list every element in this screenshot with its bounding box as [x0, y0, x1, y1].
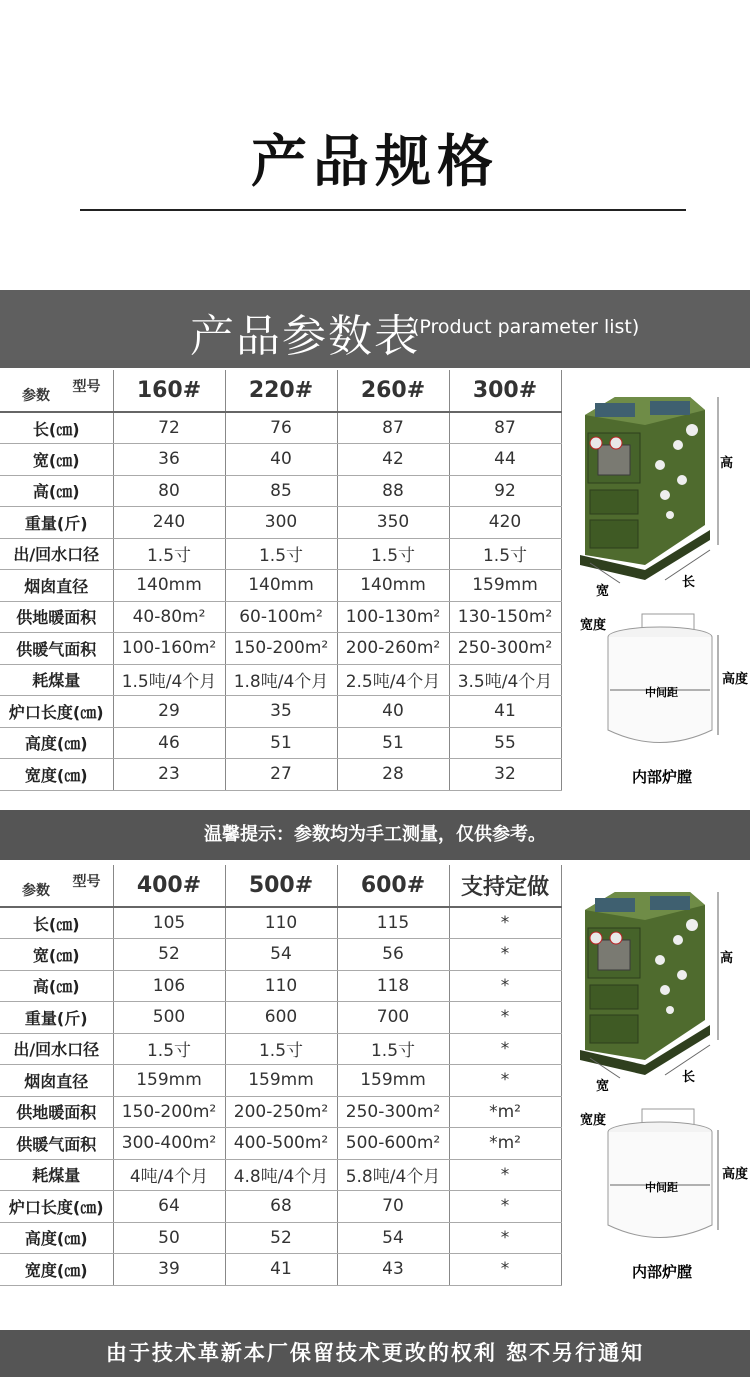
table-row — [0, 1002, 561, 1034]
table-cell: * — [449, 907, 561, 939]
table-row — [0, 1033, 561, 1065]
table-cell: 85 — [225, 475, 337, 507]
row-label: 长(㎝) — [0, 907, 113, 939]
table-cell: 250-300m² — [337, 1096, 449, 1128]
table-cell: 4.8吨/4个月 — [225, 1159, 337, 1191]
table-cell: * — [449, 1191, 561, 1223]
height-label: 高 — [720, 951, 734, 966]
table-cell: 40 — [225, 444, 337, 476]
table-cell: 51 — [337, 727, 449, 759]
row-label: 重量(斤) — [0, 507, 113, 539]
table-row — [0, 601, 561, 633]
table-row — [0, 1222, 561, 1254]
chamber-height-label: 高度 — [722, 672, 749, 687]
length-label: 长 — [682, 575, 696, 590]
row-label: 高(㎝) — [0, 475, 113, 507]
row-label: 烟囱直径 — [0, 1065, 113, 1097]
row-label: 高度(㎝) — [0, 1222, 113, 1254]
footer-bar: 由于技术革新本厂保留技术更改的权利 恕不另行通知 — [0, 1330, 750, 1377]
table-cell: 41 — [449, 696, 561, 728]
table-cell: 42 — [337, 444, 449, 476]
table-row — [0, 412, 561, 444]
table-cell: * — [449, 1222, 561, 1254]
table-cell: 159mm — [337, 1065, 449, 1097]
table-cell: 35 — [225, 696, 337, 728]
table-cell: 46 — [113, 727, 225, 759]
row-label: 烟囱直径 — [0, 570, 113, 602]
table-cell: 300 — [225, 507, 337, 539]
row-label: 出/回水口径 — [0, 1033, 113, 1065]
table-cell: * — [449, 1254, 561, 1286]
table-cell: 72 — [113, 412, 225, 444]
table-cell: 140mm — [337, 570, 449, 602]
table-cell: 55 — [449, 727, 561, 759]
table-cell: 41 — [225, 1254, 337, 1286]
chamber-caption: 内部炉膛 — [632, 1263, 693, 1281]
table-cell: 87 — [337, 412, 449, 444]
table-cell: 150-200m² — [225, 633, 337, 665]
column-header: 160# — [113, 370, 225, 412]
table-cell: 70 — [337, 1191, 449, 1223]
table-row — [0, 1096, 561, 1128]
table-cell: 250-300m² — [449, 633, 561, 665]
table-cell: 200-250m² — [225, 1096, 337, 1128]
table-cell: 400-500m² — [225, 1128, 337, 1160]
row-label: 高度(㎝) — [0, 727, 113, 759]
table-cell: 1.5寸 — [113, 1033, 225, 1065]
table-cell: 300-400m² — [113, 1128, 225, 1160]
table-row — [0, 664, 561, 696]
chamber-height-label: 高度 — [722, 1167, 749, 1182]
row-label: 宽(㎝) — [0, 444, 113, 476]
table-cell: 350 — [337, 507, 449, 539]
height-label: 高 — [720, 456, 734, 471]
table-cell: 240 — [113, 507, 225, 539]
table-row — [0, 1254, 561, 1286]
table-cell: 88 — [337, 475, 449, 507]
corner-param-label: 参数 — [22, 883, 50, 899]
table-cell: 500-600m² — [337, 1128, 449, 1160]
table-cell: 159mm — [113, 1065, 225, 1097]
chamber-width-label: 宽度 — [580, 618, 607, 633]
table-cell: 150-200m² — [113, 1096, 225, 1128]
corner-model-label: 型号 — [72, 379, 101, 395]
table-cell: 76 — [225, 412, 337, 444]
row-label: 供暖气面积 — [0, 1128, 113, 1160]
middle-label: 中间距 — [645, 686, 678, 699]
table-cell: 39 — [113, 1254, 225, 1286]
row-label: 出/回水口径 — [0, 538, 113, 570]
table-cell: 500 — [113, 1002, 225, 1034]
table-cell: 100-160m² — [113, 633, 225, 665]
table-row — [0, 633, 561, 665]
table-cell: 87 — [449, 412, 561, 444]
table-cell: 1.8吨/4个月 — [225, 664, 337, 696]
table-cell: 54 — [225, 939, 337, 971]
column-header: 300# — [449, 370, 561, 412]
corner-param-label: 参数 — [22, 388, 50, 404]
column-header: 220# — [225, 370, 337, 412]
row-label: 供地暖面积 — [0, 1096, 113, 1128]
table-cell: 1.5吨/4个月 — [113, 664, 225, 696]
table-cell: 1.5寸 — [449, 538, 561, 570]
table-row — [0, 907, 561, 939]
table-cell: 1.5寸 — [113, 538, 225, 570]
table-cell: 68 — [225, 1191, 337, 1223]
table-cell: 1.5寸 — [225, 1033, 337, 1065]
table-cell: 29 — [113, 696, 225, 728]
table-cell: 80 — [113, 475, 225, 507]
page-title: 产品规格 — [251, 130, 499, 195]
chamber-width-label: 宽度 — [580, 1113, 607, 1128]
table-row — [0, 507, 561, 539]
row-label: 炉口长度(㎝) — [0, 1191, 113, 1223]
table-cell: 140mm — [225, 570, 337, 602]
banner-title-cn: 产品参数表 — [190, 311, 420, 362]
table-cell: 28 — [337, 759, 449, 791]
table-cell: 60-100m² — [225, 601, 337, 633]
row-label: 供暖气面积 — [0, 633, 113, 665]
banner-title-en: (Product parameter list) — [412, 316, 640, 338]
table-cell: 105 — [113, 907, 225, 939]
table-cell: 92 — [449, 475, 561, 507]
table-cell: 36 — [113, 444, 225, 476]
table-cell: 43 — [337, 1254, 449, 1286]
row-label: 宽度(㎝) — [0, 1254, 113, 1286]
spec-table-1 — [0, 370, 562, 791]
table-cell: 1.5寸 — [337, 538, 449, 570]
table-row — [0, 1159, 561, 1191]
table-cell: *m² — [449, 1128, 561, 1160]
title-divider — [80, 209, 686, 211]
table-cell: 100-130m² — [337, 601, 449, 633]
table-cell: 54 — [337, 1222, 449, 1254]
table-cell: 1.5寸 — [337, 1033, 449, 1065]
table-row — [0, 1128, 561, 1160]
table-corner-cell — [0, 370, 113, 412]
table-cell: * — [449, 970, 561, 1002]
table-row — [0, 759, 561, 791]
table-row — [0, 570, 561, 602]
table-cell: 159mm — [225, 1065, 337, 1097]
boiler-image — [580, 397, 710, 580]
table-cell: 51 — [225, 727, 337, 759]
table-cell: 110 — [225, 970, 337, 1002]
row-label: 耗煤量 — [0, 1159, 113, 1191]
table-cell: * — [449, 1002, 561, 1034]
table-cell: 50 — [113, 1222, 225, 1254]
width-label: 宽 — [596, 584, 610, 599]
table-cell: 23 — [113, 759, 225, 791]
corner-model-label: 型号 — [72, 874, 101, 890]
table-row — [0, 1191, 561, 1223]
table-cell: 32 — [449, 759, 561, 791]
row-label: 高(㎝) — [0, 970, 113, 1002]
chamber-caption: 内部炉膛 — [632, 768, 693, 786]
table-header-row — [0, 865, 561, 907]
table-cell: 64 — [113, 1191, 225, 1223]
row-label: 耗煤量 — [0, 664, 113, 696]
table-row — [0, 475, 561, 507]
table-cell: 1.5寸 — [225, 538, 337, 570]
table-cell: 140mm — [113, 570, 225, 602]
column-header: 600# — [337, 865, 449, 907]
table-cell: *m² — [449, 1096, 561, 1128]
table-corner-cell — [0, 865, 113, 907]
notice-bar: 温馨提示：参数均为手工测量，仅供参考。 — [0, 810, 750, 860]
table-cell: 44 — [449, 444, 561, 476]
table-cell: 118 — [337, 970, 449, 1002]
table-cell: 106 — [113, 970, 225, 1002]
column-header: 400# — [113, 865, 225, 907]
table-row — [0, 1065, 561, 1097]
boiler-image — [580, 892, 710, 1075]
spec-table-2 — [0, 865, 562, 1286]
table-cell: 700 — [337, 1002, 449, 1034]
table-cell: * — [449, 1033, 561, 1065]
length-label: 长 — [682, 1070, 696, 1085]
boiler-diagram-1 — [570, 385, 749, 795]
table-row — [0, 727, 561, 759]
row-label: 宽(㎝) — [0, 939, 113, 971]
row-label: 宽度(㎝) — [0, 759, 113, 791]
table-cell: 600 — [225, 1002, 337, 1034]
table-row — [0, 939, 561, 971]
table-cell: 40-80m² — [113, 601, 225, 633]
table-cell: 3.5吨/4个月 — [449, 664, 561, 696]
table-cell: 130-150m² — [449, 601, 561, 633]
width-label: 宽 — [596, 1079, 610, 1094]
row-label: 长(㎝) — [0, 412, 113, 444]
column-header: 500# — [225, 865, 337, 907]
table-cell: 420 — [449, 507, 561, 539]
table-row — [0, 538, 561, 570]
table-cell: 2.5吨/4个月 — [337, 664, 449, 696]
row-label: 重量(斤) — [0, 1002, 113, 1034]
table-cell: 110 — [225, 907, 337, 939]
table-header-row — [0, 370, 561, 412]
row-label: 炉口长度(㎝) — [0, 696, 113, 728]
table-cell: 52 — [225, 1222, 337, 1254]
column-header: 260# — [337, 370, 449, 412]
table-cell: 4吨/4个月 — [113, 1159, 225, 1191]
table-cell: 56 — [337, 939, 449, 971]
table-cell: 52 — [113, 939, 225, 971]
parameter-banner — [0, 290, 750, 368]
boiler-diagram-2 — [570, 880, 749, 1290]
table-cell: 40 — [337, 696, 449, 728]
middle-label: 中间距 — [645, 1181, 678, 1194]
table-row — [0, 970, 561, 1002]
table-cell: 5.8吨/4个月 — [337, 1159, 449, 1191]
table-cell: * — [449, 1159, 561, 1191]
table-cell: * — [449, 1065, 561, 1097]
table-cell: 159mm — [449, 570, 561, 602]
row-label: 供地暖面积 — [0, 601, 113, 633]
table-cell: 115 — [337, 907, 449, 939]
table-row — [0, 444, 561, 476]
table-row — [0, 696, 561, 728]
table-cell: 27 — [225, 759, 337, 791]
table-cell: 200-260m² — [337, 633, 449, 665]
table-cell: * — [449, 939, 561, 971]
column-header: 支持定做 — [449, 865, 561, 907]
